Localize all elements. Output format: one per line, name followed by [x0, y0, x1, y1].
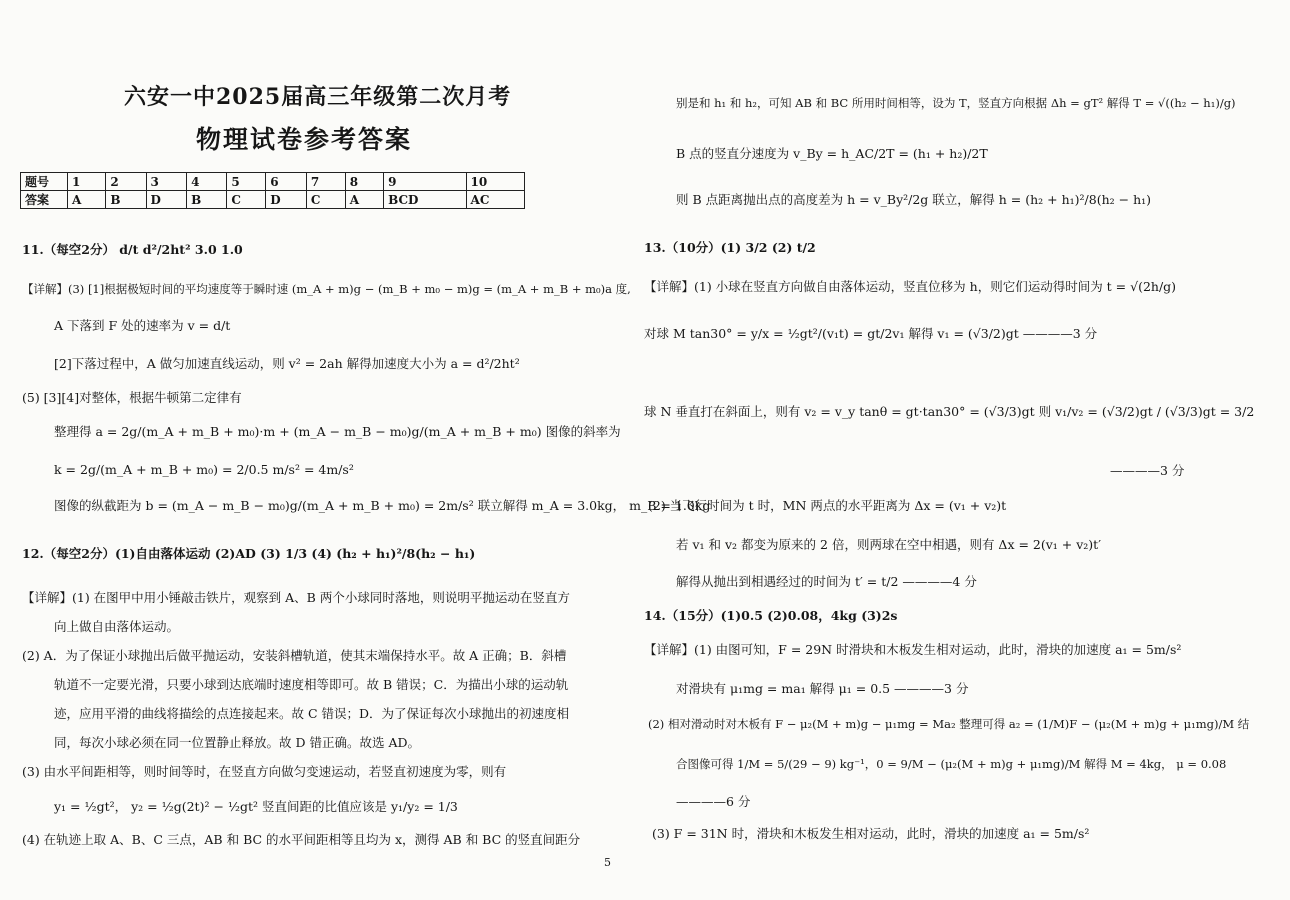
page-title: 六安一中2025届高三年级第二次月考 — [124, 84, 512, 110]
table-cell: 10 — [466, 173, 524, 191]
table-cell: 8 — [345, 173, 383, 191]
table-cell: B — [187, 191, 227, 209]
q13-answer: 13.（10分）(1) 3/2 (2) t/2 — [644, 240, 816, 255]
q12-detail-line: y₁ = ½gt²， y₂ = ½g(2t)² − ½gt² 竖直间距的比值应该是 y₁/y₂ = 1/3 — [54, 799, 458, 814]
q14-detail-line: 对滑块有 μ₁mg = ma₁ 解得 μ₁ = 0.5 ————3 分 — [676, 681, 969, 696]
q12-detail-line: B 点的竖直分速度为 v_By = h_AC/2T = (h₁ + h₂)/2T — [676, 146, 988, 161]
page-subtitle: 物理试卷参考答案 — [196, 125, 413, 154]
table-cell: 题号 — [21, 173, 68, 191]
q12-detail-line: 别是和 h₁ 和 h₂，可知 AB 和 BC 所用时间相等，设为 T，竖直方向根据 Δh = gT² 解得 T = √((h₂ − h₁)/g) — [676, 96, 1236, 110]
table-cell: 4 — [187, 173, 227, 191]
q12-answer: 12.（每空2分）(1)自由落体运动 (2)AD (3) 1/3 (4) (h₂ + h₁)²/8(h₂ − h₁) — [22, 546, 476, 561]
table-cell: D — [266, 191, 307, 209]
table-cell: BCD — [384, 191, 466, 209]
table-cell: 答案 — [21, 191, 68, 209]
table-cell: 3 — [146, 173, 187, 191]
table-cell: B — [106, 191, 146, 209]
q13-detail-line: 对球 M tan30° = y/x = ½gt²/(v₁t) = gt/2v₁ 解得 v₁ = (√3/2)gt ————3 分 — [644, 326, 1098, 341]
score-mark: ————3 分 — [1110, 463, 1185, 478]
table-cell: 6 — [266, 173, 307, 191]
table-row — [21, 191, 525, 209]
q11-detail-line: 图像的纵截距为 b = (m_A − m_B − m₀)g/(m_A + m_B + m₀) = 2m/s² 联立解得 m_A = 3.0kg， m_B = 1.0kg — [54, 498, 711, 513]
q14-detail-line: 合图像可得 1/M = 5/(29 − 9) kg⁻¹，0 = 9/M − (μ₂(M + m)g + μ₁mg)/M 解得 M = 4kg， μ = 0.08 — [676, 757, 1227, 771]
q11-detail-line: (5) [3][4]对整体，根据牛顿第二定律有 — [22, 390, 242, 405]
table-cell: A — [345, 191, 383, 209]
q11-detail-line: A 下落到 F 处的速率为 v = d/t — [54, 318, 231, 333]
q13-detail-line: 【详解】(1) 小球在竖直方向做自由落体运动，竖直位移为 h，则它们运动得时间为 t = √(2h/g) — [644, 279, 1177, 294]
q13-detail-line: 球 N 垂直打在斜面上，则有 v₂ = v_y tanθ = gt·tan30° = (√3/3)gt 则 v₁/v₂ = (√3/2)gt / (√3/3)gt = 3/2 — [644, 404, 1255, 419]
table-cell: C — [306, 191, 345, 209]
q14-answer: 14.（15分）(1)0.5 (2)0.08，4kg (3)2s — [644, 608, 898, 623]
q12-detail-line: 同，每次小球必须在同一位置静止释放。故 D 错正确。故选 AD。 — [54, 735, 420, 750]
q14-detail-line: (3) F = 31N 时，滑块和木板发生相对运动，此时，滑块的加速度 a₁ = 5m/s² — [652, 826, 1090, 841]
table-cell: C — [227, 191, 266, 209]
q12-detail-line: (2) A．为了保证小球抛出后做平抛运动，安装斜槽轨道，使其末端保持水平。故 A 正确；B．斜槽 — [22, 648, 567, 663]
q12-detail-line: 向上做自由落体运动。 — [54, 619, 180, 634]
table-cell: 9 — [384, 173, 466, 191]
answer-table — [20, 172, 525, 209]
score-mark: ————6 分 — [676, 794, 751, 809]
q13-detail-line: 解得从抛出到相遇经过的时间为 t′ = t/2 ————4 分 — [676, 574, 977, 589]
q13-detail-line: (2) 当飞行时间为 t 时，MN 两点的水平距离为 Δx = (v₁ + v₂)t — [648, 498, 1007, 513]
page-number: 5 — [604, 856, 611, 869]
table-cell: 5 — [227, 173, 266, 191]
q11-answer: 11.（每空2分） d/t d²/2ht² 3.0 1.0 — [22, 242, 243, 257]
q11-detail-line: 整理得 a = 2g/(m_A + m_B + m₀)·m + (m_A − m_B − m₀)g/(m_A + m_B + m₀) 图像的斜率为 — [54, 424, 621, 439]
q12-detail-line: (4) 在轨迹上取 A、B、C 三点，AB 和 BC 的水平间距相等且均为 x，测得 AB 和 BC 的竖直间距分 — [22, 832, 581, 847]
q14-detail-line: (2) 相对滑动时对木板有 F − μ₂(M + m)g − μ₁mg = Ma₂ 整理可得 a₂ = (1/M)F − (μ₂(M + m)g + μ₁mg)/M 结 — [648, 717, 1250, 731]
q11-detail-line: [2]下落过程中，A 做匀加速直线运动，则 v² = 2ah 解得加速度大小为 a = d²/2ht² — [54, 356, 520, 371]
q13-detail-line: 若 v₁ 和 v₂ 都变为原来的 2 倍，则两球在空中相遇，则有 Δx = 2(v₁ + v₂)t′ — [676, 537, 1102, 552]
table-row — [21, 173, 525, 191]
table-cell: D — [146, 191, 187, 209]
table-cell: 7 — [306, 173, 345, 191]
q14-detail-line: 【详解】(1) 由图可知，F = 29N 时滑块和木板发生相对运动，此时，滑块的加速度 a₁ = 5m/s² — [644, 642, 1182, 657]
q12-detail-line: 则 B 点距离抛出点的高度差为 h = v_By²/2g 联立，解得 h = (h₂ + h₁)²/8(h₂ − h₁) — [676, 192, 1152, 207]
table-cell: 1 — [68, 173, 106, 191]
q12-detail-line: 【详解】(1) 在图甲中用小锤敲击铁片，观察到 A、B 两个小球同时落地，则说明平抛运动在竖直方 — [22, 590, 570, 605]
q11-detail-line: k = 2g/(m_A + m_B + m₀) = 2/0.5 m/s² = 4m/s² — [54, 462, 354, 477]
table-cell: A — [68, 191, 106, 209]
q11-detail-line: 【详解】(3) [1]根据极短时间的平均速度等于瞬时速 (m_A + m)g − (m_B + m₀ − m)g = (m_A + m_B + m₀)a 度, — [22, 282, 631, 296]
q12-detail-line: (3) 由水平间距相等，则时间等时，在竖直方向做匀变速运动，若竖直初速度为零，则有 — [22, 764, 507, 779]
table-cell: 2 — [106, 173, 146, 191]
q12-detail-line: 轨道不一定要光滑，只要小球到达底端时速度相等即可。故 B 错误；C．为描出小球的运动轨 — [54, 677, 569, 692]
q12-detail-line: 迹，应用平滑的曲线将描绘的点连接起来。故 C 错误；D．为了保证每次小球抛出的初速度相 — [54, 706, 570, 721]
table-cell: AC — [466, 191, 524, 209]
